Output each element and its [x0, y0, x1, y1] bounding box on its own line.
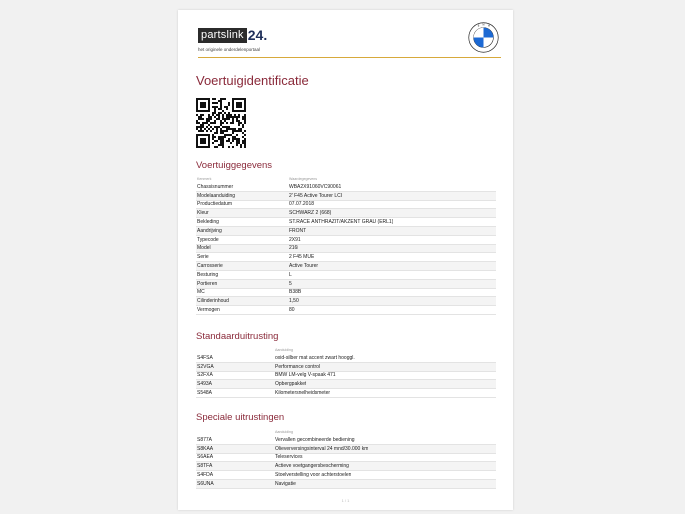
special-table	[196, 430, 496, 489]
standard-table	[196, 348, 496, 398]
partslink-logo	[198, 28, 267, 43]
row-label: S493A	[197, 381, 213, 388]
row-value: Actieve voetgangersbescherming	[275, 463, 349, 470]
row-value: Stoelverstelling voor achterstoelen	[275, 472, 352, 479]
table-row	[196, 209, 496, 218]
row-value: BMW LM-velg V-spaak 471	[275, 372, 336, 379]
table-row	[196, 227, 496, 236]
row-value: ST.RACE ANTHRAZIT/AKZENT GRAU (ERL1)	[289, 219, 394, 226]
column-header: Waardegegevens	[289, 177, 318, 181]
row-value: Teleservices	[275, 454, 303, 461]
table-row	[196, 271, 496, 280]
table-row	[196, 354, 496, 363]
table-row	[196, 218, 496, 227]
row-label: S2FXA	[197, 372, 213, 379]
row-label: S548A	[197, 390, 213, 397]
row-value: 80	[289, 307, 295, 314]
table-row	[196, 380, 496, 389]
table-row	[196, 297, 496, 306]
row-value: 2 F45 MUE	[289, 254, 315, 261]
row-label: Model	[197, 245, 211, 252]
row-value: B38B	[289, 289, 302, 296]
header-divider	[198, 57, 501, 58]
row-label: S4FDA	[197, 472, 214, 479]
standard-heading: Standaarduitrusting	[196, 331, 279, 342]
row-label: Cilinderinhoud	[197, 298, 229, 305]
row-value: 5	[289, 280, 292, 287]
table-row	[196, 389, 496, 398]
table-row	[196, 192, 496, 201]
row-value: 1,50	[289, 298, 299, 305]
table-row	[196, 245, 496, 254]
row-value: Navigatie	[275, 480, 296, 487]
special-heading: Speciale uitrustingen	[196, 412, 285, 423]
logo-main: partslink	[198, 28, 247, 43]
row-label: S4FSA	[197, 354, 213, 361]
row-label: S8TFA	[197, 463, 213, 470]
row-value: 07.07.2018	[289, 201, 315, 208]
table-row	[196, 372, 496, 381]
row-value: Kilometersnelheidsmeter	[275, 390, 331, 397]
row-value: FRONT	[289, 227, 307, 234]
table-row	[196, 306, 496, 315]
row-label: Bekleding	[197, 219, 219, 226]
row-label: Serie	[197, 254, 209, 261]
vehicle-heading: Voertuiggegevens	[196, 160, 273, 171]
row-label: S877A	[197, 436, 213, 443]
table-row	[196, 253, 496, 262]
row-label: Kleur	[197, 210, 209, 217]
row-value: Active Tourer	[289, 263, 319, 270]
table-row	[196, 471, 496, 480]
row-label: Carrosserie	[197, 263, 223, 270]
page-title: Voertuigidentificatie	[196, 73, 309, 88]
row-value: 2X91	[289, 236, 301, 243]
table-row	[196, 262, 496, 271]
svg-text:M: M	[482, 24, 485, 27]
table-row	[196, 480, 496, 489]
row-value: 2' F45 Active Tourer LCI	[289, 192, 343, 199]
row-label: Besturing	[197, 271, 219, 278]
row-value: Olieverversingsinterval 24 mnd/30.000 km	[275, 445, 369, 452]
page-number: 1 / 1	[341, 498, 350, 503]
row-label: Productiedatum	[197, 201, 233, 208]
row-label: Chassisnummer	[197, 183, 234, 190]
table-row	[196, 445, 496, 454]
table-row	[196, 280, 496, 289]
svg-text:B: B	[477, 25, 480, 28]
row-label: S6UNA	[197, 480, 214, 487]
qr-code	[196, 98, 246, 148]
column-header: Kenmerk	[197, 177, 212, 181]
table-row	[196, 363, 496, 372]
row-value: SCHWARZ 2 (668)	[289, 210, 332, 217]
table-row	[196, 236, 496, 245]
row-label: Modelaanduiding	[197, 192, 236, 199]
row-value: WBA2X91060VC90061	[289, 183, 342, 190]
row-value: oxid-silber mat accent zwart hooggl.	[275, 354, 355, 361]
row-value: L	[289, 271, 292, 278]
column-header: Aanduiding	[275, 348, 293, 352]
table-row	[196, 454, 496, 463]
table-row	[196, 183, 496, 192]
svg-text:W: W	[487, 25, 491, 28]
document-page	[178, 10, 513, 510]
row-value: Vervallen gecombineerde bediening	[275, 436, 355, 443]
row-label: Aandrijving	[197, 227, 222, 234]
table-row	[196, 462, 496, 471]
bmw-logo-icon	[468, 22, 499, 53]
table-row	[196, 436, 496, 445]
row-value: Performance control	[275, 363, 321, 370]
row-label: Portieren	[197, 280, 218, 287]
row-label: MC	[197, 289, 205, 296]
logo-number: 24.	[247, 27, 268, 43]
row-value: 216i	[289, 245, 299, 252]
row-label: S6AEA	[197, 454, 214, 461]
row-label: Vermogen	[197, 307, 220, 314]
vehicle-table	[196, 177, 496, 315]
row-label: Typecode	[197, 236, 219, 243]
row-label: S8KAA	[197, 445, 214, 452]
table-row	[196, 289, 496, 298]
logo-subtitle: het originele onderdelenportaal	[198, 47, 261, 52]
row-label: S2VGA	[197, 363, 214, 370]
table-row	[196, 201, 496, 210]
row-value: Opbergpakket	[275, 381, 307, 388]
column-header: Aanduiding	[275, 430, 293, 434]
